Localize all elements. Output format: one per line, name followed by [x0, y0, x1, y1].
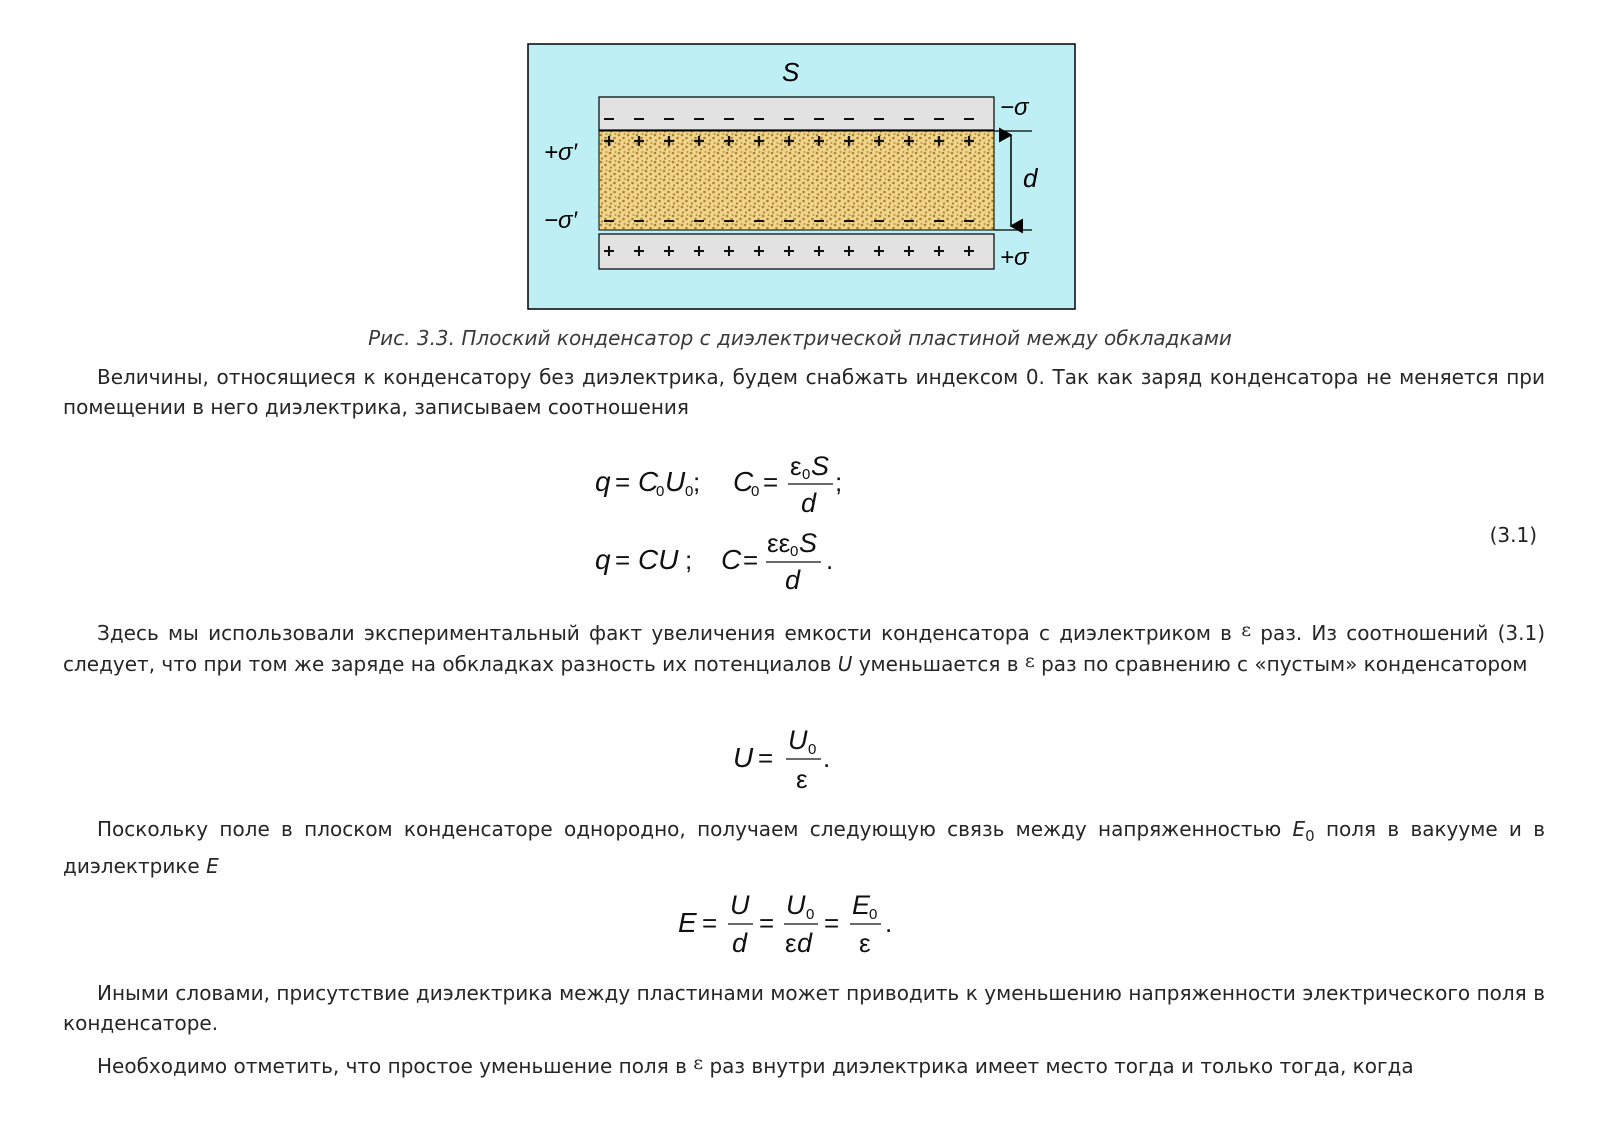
svg-text:S: S	[799, 528, 818, 558]
svg-text:d: d	[785, 565, 801, 595]
svg-text:q: q	[595, 466, 611, 497]
svg-text:εε: εε	[767, 528, 791, 558]
svg-text:C: C	[638, 466, 659, 497]
label-plus-sigma-prime: +σ′	[544, 139, 577, 166]
svg-text:U: U	[665, 466, 686, 497]
p5-text-a: Необходимо отметить, что простое уменьшение поля в	[97, 1054, 687, 1078]
svg-text:0: 0	[806, 906, 815, 923]
label-minus-sigma-prime: −σ′	[544, 207, 577, 234]
svg-text:=: =	[702, 908, 718, 938]
epsilon-symbol: ε	[693, 1052, 704, 1074]
p2-text-d: раз по сравнению с «пустым» конденсатором	[1041, 652, 1528, 676]
svg-text:d: d	[797, 928, 813, 958]
figure-caption: Рис. 3.3. Плоский конденсатор с диэлектрической пластиной между обкладками	[368, 326, 1232, 350]
svg-text:;: ;	[835, 467, 843, 497]
svg-text:=: =	[758, 743, 774, 773]
label-S: S	[782, 57, 800, 87]
epsilon-symbol: ε	[1241, 619, 1252, 641]
capacitor-diagram	[527, 43, 1076, 310]
svg-text:.: .	[826, 545, 834, 575]
svg-text:U: U	[730, 890, 750, 920]
svg-text:C: C	[733, 466, 754, 497]
svg-text:E: E	[678, 907, 697, 938]
svg-text:ε: ε	[796, 764, 808, 794]
p3-var-E: E	[206, 854, 219, 878]
epsilon-symbol: ε	[1024, 650, 1035, 672]
svg-text:ε: ε	[859, 928, 871, 958]
p2-text-c: уменьшается в	[858, 652, 1019, 676]
equation-U	[733, 724, 843, 796]
svg-text:=: =	[743, 545, 759, 575]
paragraph-1: Величины, относящиеся к конденсатору без диэлектрика, будем снабжать индексом 0. Так как заряд конденсатора не меняется при помещении в него диэлектрика, записываем соотношения	[63, 365, 1545, 419]
svg-text:U: U	[786, 890, 806, 920]
svg-text:ε: ε	[785, 928, 797, 958]
svg-text:q: q	[595, 544, 611, 575]
paragraph-4: Иными словами, присутствие диэлектрика между пластинами может приводить к уменьшению напряженности электрического поля в конденсаторе.	[63, 981, 1545, 1035]
svg-text:;: ;	[693, 467, 701, 497]
p2-text-a: Здесь мы использовали экспериментальный факт увеличения емкости конденсатора с диэлектриком в	[97, 621, 1232, 645]
svg-text:d: d	[801, 488, 817, 518]
svg-text:0: 0	[751, 483, 760, 500]
paragraph-3	[63, 814, 1545, 881]
paragraph-2	[63, 618, 1545, 680]
label-d: d	[1023, 163, 1038, 193]
svg-text:0: 0	[790, 543, 799, 560]
dielectric-slab	[599, 131, 994, 230]
svg-text:=: =	[759, 908, 775, 938]
p3-text-b: поля в вакууме и в диэлектрике	[63, 817, 1545, 878]
svg-text:.: .	[823, 743, 831, 773]
svg-text:ε: ε	[790, 451, 802, 481]
svg-text:=: =	[824, 908, 840, 938]
svg-text:C: C	[721, 544, 742, 575]
svg-text:;: ;	[685, 545, 693, 575]
svg-text:.: .	[885, 908, 893, 938]
svg-text:S: S	[811, 451, 830, 481]
svg-text:E: E	[852, 890, 871, 920]
label-plus-sigma: +σ	[1000, 244, 1029, 271]
p5-text-b: раз внутри диэлектрика имеет место тогда и только тогда, когда	[709, 1054, 1414, 1078]
label-minus-sigma: −σ	[1000, 94, 1029, 121]
svg-text:CU: CU	[638, 544, 679, 575]
equation-number: (3.1)	[1489, 523, 1537, 547]
svg-text:0: 0	[808, 741, 817, 758]
svg-text:=: =	[615, 545, 631, 575]
svg-text:0: 0	[869, 906, 878, 923]
svg-text:0: 0	[802, 466, 811, 483]
svg-text:U: U	[733, 742, 754, 773]
svg-text:d: d	[732, 928, 748, 958]
equation-E	[678, 890, 908, 962]
p2-var-U: U	[837, 652, 853, 676]
p3-var-E0: $E_0$	[1292, 817, 1315, 845]
p3-text-a: Поскольку поле в плоском конденсаторе однородно, получаем следующую связь между напряженностью	[97, 817, 1282, 841]
svg-text:=: =	[763, 467, 779, 497]
svg-text:=: =	[615, 467, 631, 497]
top-plate	[599, 97, 994, 130]
svg-text:0: 0	[685, 483, 694, 500]
svg-text:U: U	[788, 725, 808, 755]
svg-text:0: 0	[656, 483, 665, 500]
equation-3-1-formula	[595, 446, 865, 602]
p2-text-b: раз. Из соотношений (3.1) следует, что при том же заряде на обкладках разность их потенциалов	[63, 621, 1546, 676]
capacitor-figure	[527, 43, 1076, 310]
paragraph-5	[63, 1051, 1545, 1082]
